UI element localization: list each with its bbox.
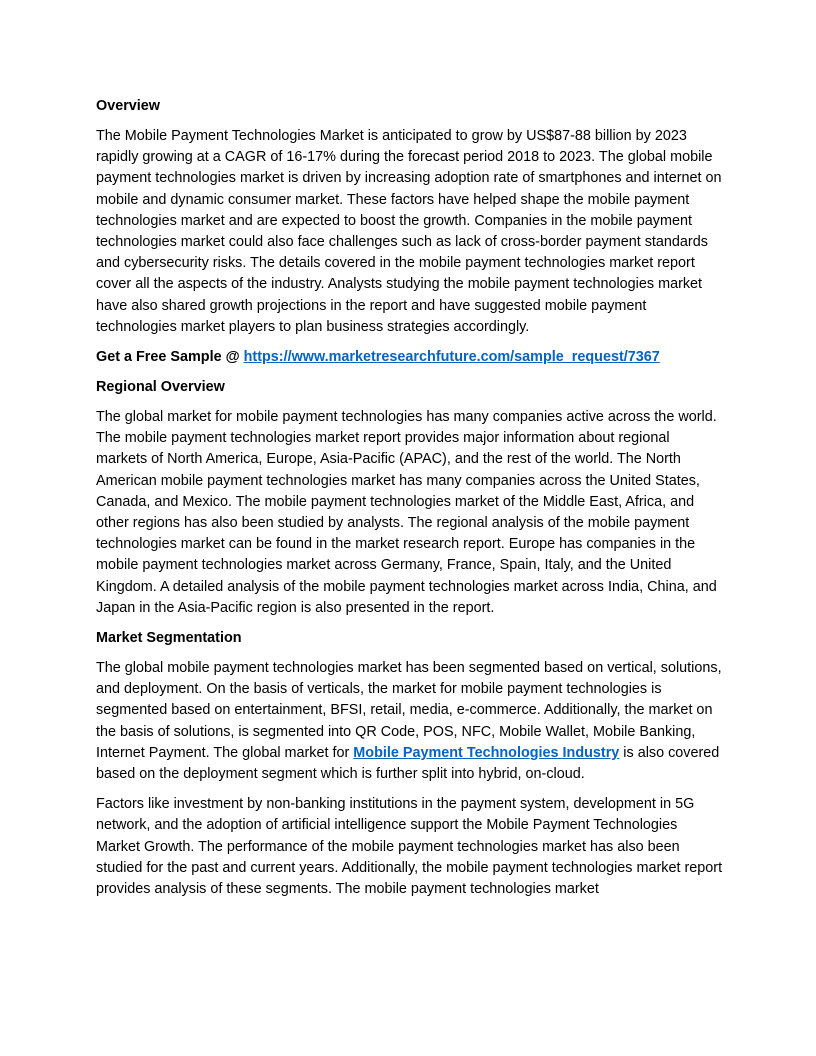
market-segmentation-paragraph [96, 658, 724, 785]
sample-request-link[interactable]: https://www.marketresearchfuture.com/sample_request/7367 [243, 349, 660, 366]
free-sample-line [96, 347, 724, 368]
market-segmentation-heading: Market Segmentation [96, 630, 242, 647]
growth-factors-paragraph: Factors like investment by non-banking institutions in the payment system, development in 5G network, and the adoption of artificial intelligence support the Mobile Payment Technologies Market Growth. The performance of the mobile payment technologies market has also been studied for the past and current years. Additionally, the mobile payment technologies market report provides analysis of these segments. The mobile payment technologies market [96, 796, 723, 898]
document-page [96, 96, 724, 909]
free-sample-prefix: Get a Free Sample @ [96, 349, 244, 366]
industry-link[interactable]: Mobile Payment Technologies Industry [353, 744, 620, 761]
overview-paragraph: The Mobile Payment Technologies Market is anticipated to grow by US$87-88 billion by 2023 rapidly growing at a CAGR of 16-17% during the forecast period 2018 to 2023. The global mobile payment technologies market is driven by increasing adoption rate of smartphones and internet on mobile and dynamic consumer market. These factors have helped shape the mobile payment technologies market and are expected to boost the growth. Companies in the mobile payment technologies market could also face challenges such as lack of cross-border payment standards and cybersecurity risks. The details covered in the mobile payment technologies market report cover all the aspects of the industry. Analysts studying the mobile payment technologies market have also shared growth projections in the report and have suggested mobile payment technologies market players to plan business strategies accordingly. [96, 128, 722, 335]
regional-overview-heading: Regional Overview [96, 379, 225, 396]
segmentation-text-before-link: The global mobile payment technologies market has been segmented based on vertical, solutions, and deployment. On the basis of verticals, the market for mobile payment technologies is segmented based on entertainment, BFSI, retail, media, e-commerce. Additionally, the market on the basis of solutions, is segmented into QR Code, POS, NFC, Mobile Wallet, Mobile Banking, Internet Payment. The global market for [96, 660, 722, 761]
regional-overview-paragraph: The global market for mobile payment technologies has many companies active across the world. The mobile payment technologies market report provides major information about regional markets of North America, Europe, Asia-Pacific (APAC), and the rest of the world. The North American mobile payment technologies market has many companies across the United States, Canada, and Mexico. The mobile payment technologies market of the Middle East, Africa, and other regions has also been studied by analysts. The regional analysis of the mobile payment technologies market can be found in the market research report. Europe has companies in the mobile payment technologies market across Germany, France, Spain, Italy, and the United Kingdom. A detailed analysis of the mobile payment technologies market across India, China, and Japan in the Asia-Pacific region is also presented in the report. [96, 409, 717, 616]
overview-heading: Overview [96, 98, 160, 114]
segmentation-text-after-link: is also covered based on the deployment segment which is further split into hybrid, on-cloud. [96, 744, 720, 783]
